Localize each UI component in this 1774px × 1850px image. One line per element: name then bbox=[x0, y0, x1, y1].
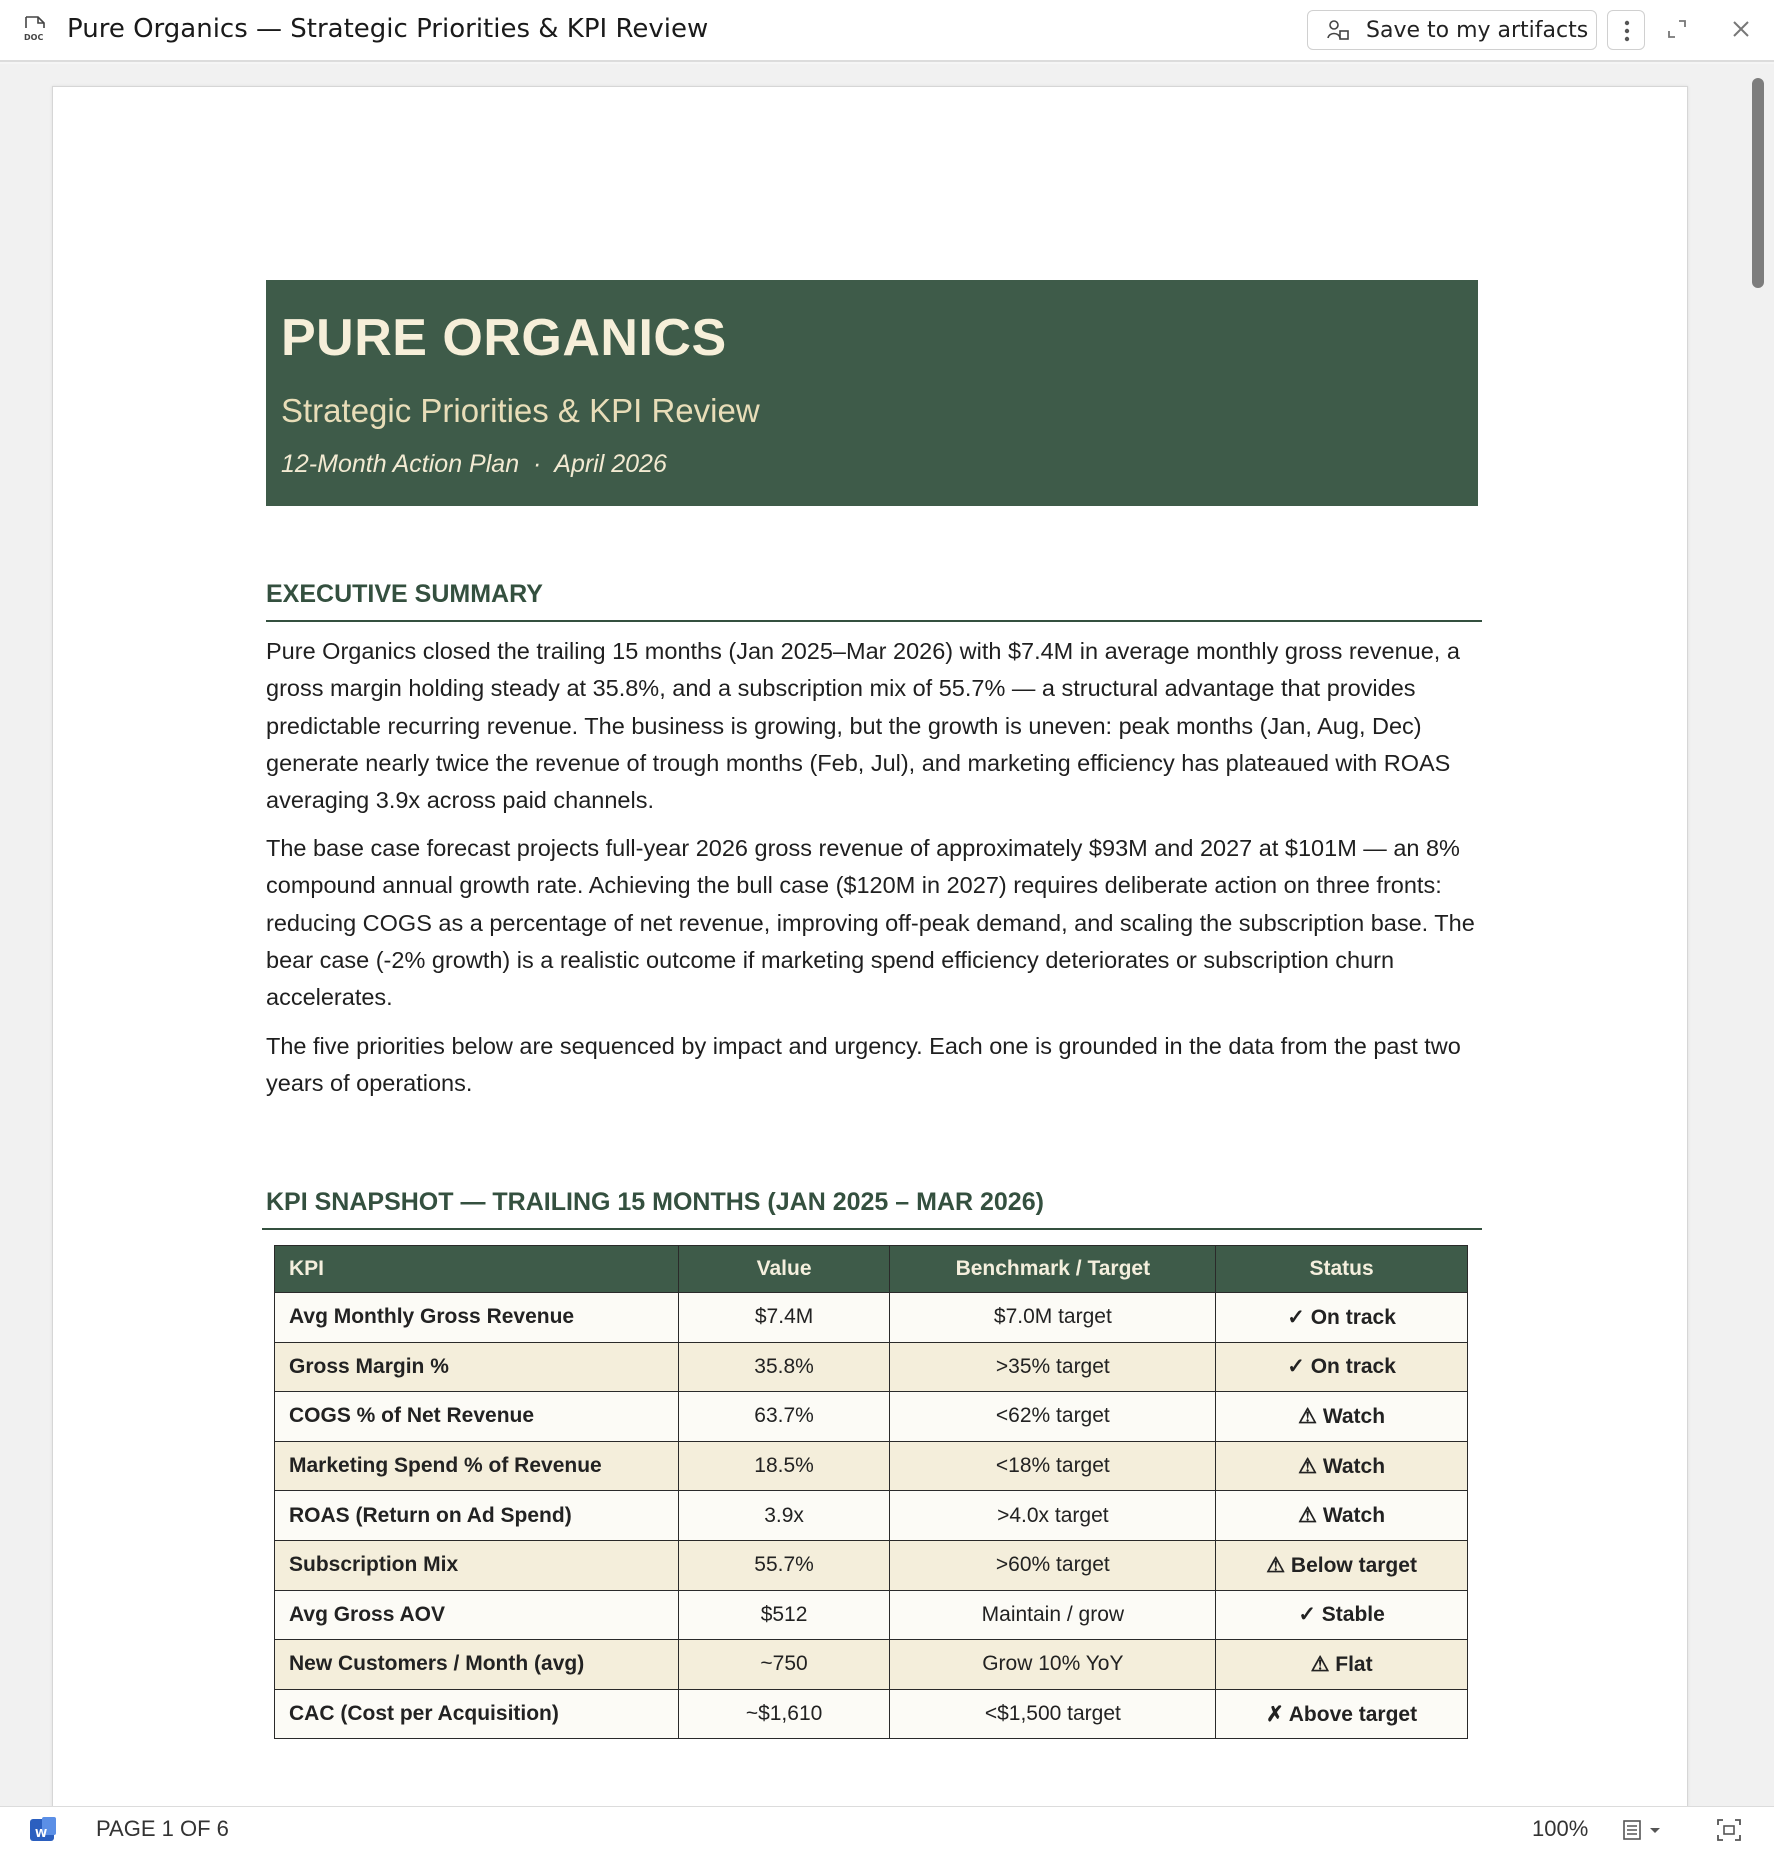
share-icon bbox=[1326, 18, 1350, 42]
table-row bbox=[275, 1293, 1468, 1343]
kpi-target: <62% target bbox=[890, 1392, 1216, 1442]
kpi-status: ⚠ Watch bbox=[1216, 1441, 1468, 1491]
kpi-target: Grow 10% YoY bbox=[890, 1640, 1216, 1690]
table-header-row bbox=[275, 1246, 1468, 1293]
table-row bbox=[275, 1689, 1468, 1739]
exec-summary-heading: EXECUTIVE SUMMARY bbox=[266, 580, 543, 608]
save-button-label: Save to my artifacts bbox=[1366, 17, 1589, 43]
kpi-name: CAC (Cost per Acquisition) bbox=[275, 1689, 679, 1739]
doc-icon bbox=[24, 16, 46, 42]
kpi-target: >4.0x target bbox=[890, 1491, 1216, 1541]
table-row bbox=[275, 1441, 1468, 1491]
more-vertical-icon bbox=[1608, 11, 1646, 51]
kpi-name: Avg Gross AOV bbox=[275, 1590, 679, 1640]
svg-text:DOC: DOC bbox=[24, 33, 44, 42]
svg-text:W: W bbox=[35, 1827, 48, 1840]
title-banner bbox=[266, 280, 1478, 506]
zoom-level[interactable]: 100% bbox=[1532, 1816, 1589, 1841]
column-header-benchmark: Benchmark / Target bbox=[890, 1246, 1216, 1293]
section-divider bbox=[262, 1228, 1482, 1230]
exec-summary-paragraph: Pure Organics closed the trailing 15 months (Jan 2025–Mar 2026) with $7.4M in average monthly gross revenue, a gross margin holding steady at 35.8%, and a subscription mix of 55.7% — a structural advantage that provides predictable recurring revenue. The business is growing, but the growth is uneven: peak months (Jan, Aug, Dec) generate nearly twice the revenue of trough months (Feb, Jul), and marketing efficiency has plateaued with ROAS averaging 3.9x across paid channels. bbox=[266, 638, 1460, 814]
kpi-status: ✓ On track bbox=[1216, 1342, 1468, 1392]
kpi-target: <18% target bbox=[890, 1441, 1216, 1491]
title-bar bbox=[0, 0, 1774, 62]
kpi-status: ✗ Above target bbox=[1216, 1689, 1468, 1739]
column-header-kpi: KPI bbox=[275, 1246, 679, 1293]
kpi-target: <$1,500 target bbox=[890, 1689, 1216, 1739]
page-layout-icon[interactable] bbox=[1622, 1819, 1666, 1841]
table-row bbox=[275, 1540, 1468, 1590]
table-row bbox=[275, 1342, 1468, 1392]
kpi-status: ✓ Stable bbox=[1216, 1590, 1468, 1640]
kpi-value: ~750 bbox=[678, 1640, 890, 1690]
table-row bbox=[275, 1392, 1468, 1442]
kpi-value: 63.7% bbox=[678, 1392, 890, 1442]
exec-summary-paragraph: The base case forecast projects full-year 2026 gross revenue of approximately $93M and 2027 at $101M — an 8% compound annual growth rate. Achieving the bull case ($120M in 2027) requires deliberate action on three fronts: reducing COGS as a percentage of net revenue, improving off-peak demand, and scaling the subscription base. The bear case (-2% growth) is a realistic outcome if marketing spend efficiency deteriorates or subscription churn accelerates. bbox=[266, 835, 1475, 1011]
kpi-name: Marketing Spend % of Revenue bbox=[275, 1441, 679, 1491]
table-row bbox=[275, 1590, 1468, 1640]
document-title: Pure Organics — Strategic Priorities & KPI Review bbox=[67, 14, 709, 44]
kpi-name: New Customers / Month (avg) bbox=[275, 1640, 679, 1690]
table-row bbox=[275, 1491, 1468, 1541]
more-options-button[interactable] bbox=[1607, 10, 1645, 50]
banner-title: PURE ORGANICS bbox=[281, 309, 727, 367]
kpi-value: 35.8% bbox=[678, 1342, 890, 1392]
kpi-value: 55.7% bbox=[678, 1540, 890, 1590]
kpi-status: ✓ On track bbox=[1216, 1293, 1468, 1343]
kpi-status: ⚠ Below target bbox=[1216, 1540, 1468, 1590]
kpi-name: Gross Margin % bbox=[275, 1342, 679, 1392]
kpi-status: ⚠ Flat bbox=[1216, 1640, 1468, 1690]
kpi-value: $512 bbox=[678, 1590, 890, 1640]
section-divider bbox=[266, 620, 1482, 622]
column-header-status: Status bbox=[1216, 1246, 1468, 1293]
vertical-scrollbar[interactable] bbox=[1752, 78, 1764, 288]
kpi-name: Subscription Mix bbox=[275, 1540, 679, 1590]
expand-icon[interactable] bbox=[1666, 18, 1688, 40]
kpi-name: Avg Monthly Gross Revenue bbox=[275, 1293, 679, 1343]
document-page bbox=[52, 86, 1688, 1826]
kpi-value: $7.4M bbox=[678, 1293, 890, 1343]
kpi-name: ROAS (Return on Ad Spend) bbox=[275, 1491, 679, 1541]
kpi-name: COGS % of Net Revenue bbox=[275, 1392, 679, 1442]
close-icon[interactable] bbox=[1730, 18, 1752, 40]
kpi-target: >35% target bbox=[890, 1342, 1216, 1392]
status-bar bbox=[0, 1806, 1774, 1850]
document-viewer[interactable] bbox=[0, 64, 1774, 1806]
banner-dateline: 12-Month Action Plan · April 2026 bbox=[281, 450, 667, 478]
kpi-status: ⚠ Watch bbox=[1216, 1392, 1468, 1442]
banner-subtitle: Strategic Priorities & KPI Review bbox=[281, 392, 760, 429]
page-indicator: PAGE 1 OF 6 bbox=[96, 1816, 229, 1841]
exec-summary-paragraph: The five priorities below are sequenced by impact and urgency. Each one is grounded in the data from the past two years of operations. bbox=[266, 1033, 1461, 1097]
kpi-value: ~$1,610 bbox=[678, 1689, 890, 1739]
kpi-table bbox=[274, 1245, 1468, 1739]
save-to-artifacts-button[interactable] bbox=[1307, 10, 1597, 50]
table-row bbox=[275, 1640, 1468, 1690]
kpi-status: ⚠ Watch bbox=[1216, 1491, 1468, 1541]
fit-to-screen-icon[interactable] bbox=[1716, 1818, 1742, 1842]
kpi-target: Maintain / grow bbox=[890, 1590, 1216, 1640]
column-header-value: Value bbox=[678, 1246, 890, 1293]
kpi-value: 18.5% bbox=[678, 1441, 890, 1491]
kpi-snapshot-heading: KPI SNAPSHOT — TRAILING 15 MONTHS (JAN 2025 – MAR 2026) bbox=[266, 1188, 1044, 1216]
kpi-value: 3.9x bbox=[678, 1491, 890, 1541]
word-icon bbox=[30, 1817, 56, 1843]
kpi-target: $7.0M target bbox=[890, 1293, 1216, 1343]
kpi-target: >60% target bbox=[890, 1540, 1216, 1590]
